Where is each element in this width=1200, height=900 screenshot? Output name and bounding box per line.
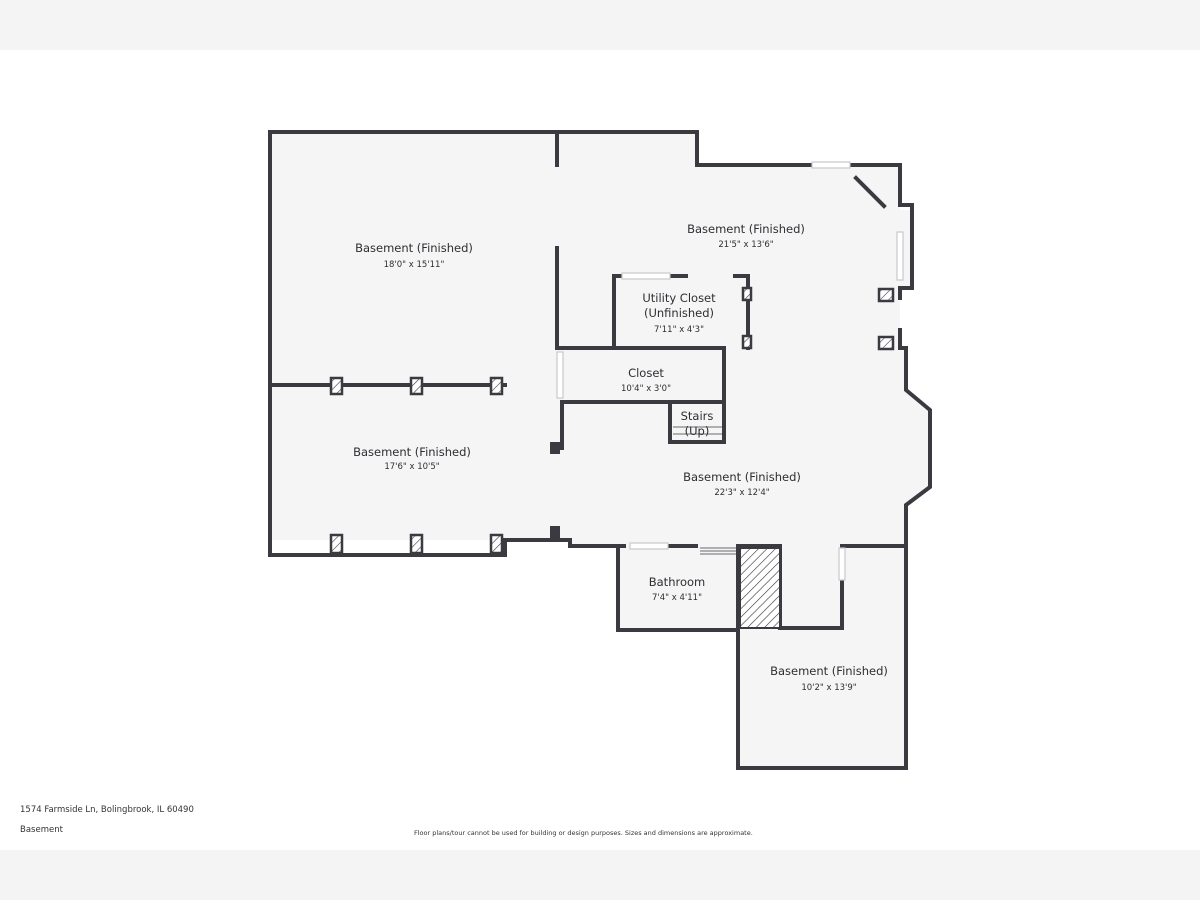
- floor-label: Basement: [20, 825, 63, 835]
- room-4-dims: 10'4" x 3'0": [621, 384, 671, 394]
- room-3-name: Utility Closet: [642, 291, 716, 305]
- room-3-name2: (Unfinished): [643, 306, 715, 320]
- room-8-dims: 7'4" x 4'11": [652, 593, 702, 603]
- bottom-band: [0, 850, 1200, 900]
- room-7-dims: 22'3" x 12'4": [714, 488, 770, 498]
- property-address: 1574 Farmside Ln, Bolingbrook, IL 60490: [20, 805, 194, 815]
- room-2-name: Basement (Finished): [687, 222, 805, 236]
- room-2-dims: 21'5" x 13'6": [718, 240, 774, 250]
- room-3-dims: 7'11" x 4'3": [654, 325, 704, 335]
- hatched-chase: [740, 548, 780, 628]
- room-7-name: Basement (Finished): [683, 470, 801, 484]
- room-9-name: Basement (Finished): [770, 664, 888, 678]
- room-6-dims: 17'6" x 10'5": [384, 462, 440, 472]
- room-5-name: Stairs: [680, 409, 714, 423]
- room-6-name: Basement (Finished): [353, 445, 471, 459]
- room-4-name: Closet: [628, 366, 664, 380]
- room-5-name2: (Up): [684, 424, 710, 438]
- room-1-name: Basement (Finished): [355, 241, 473, 255]
- room-8-name: Bathroom: [648, 575, 706, 589]
- room-9-dims: 10'2" x 13'9": [801, 683, 857, 693]
- room-1-dims: 18'0" x 15'11": [383, 260, 445, 270]
- disclaimer-text: Floor plans/tour cannot be used for building or design purposes. Sizes and dimensions are approximate.: [414, 829, 753, 837]
